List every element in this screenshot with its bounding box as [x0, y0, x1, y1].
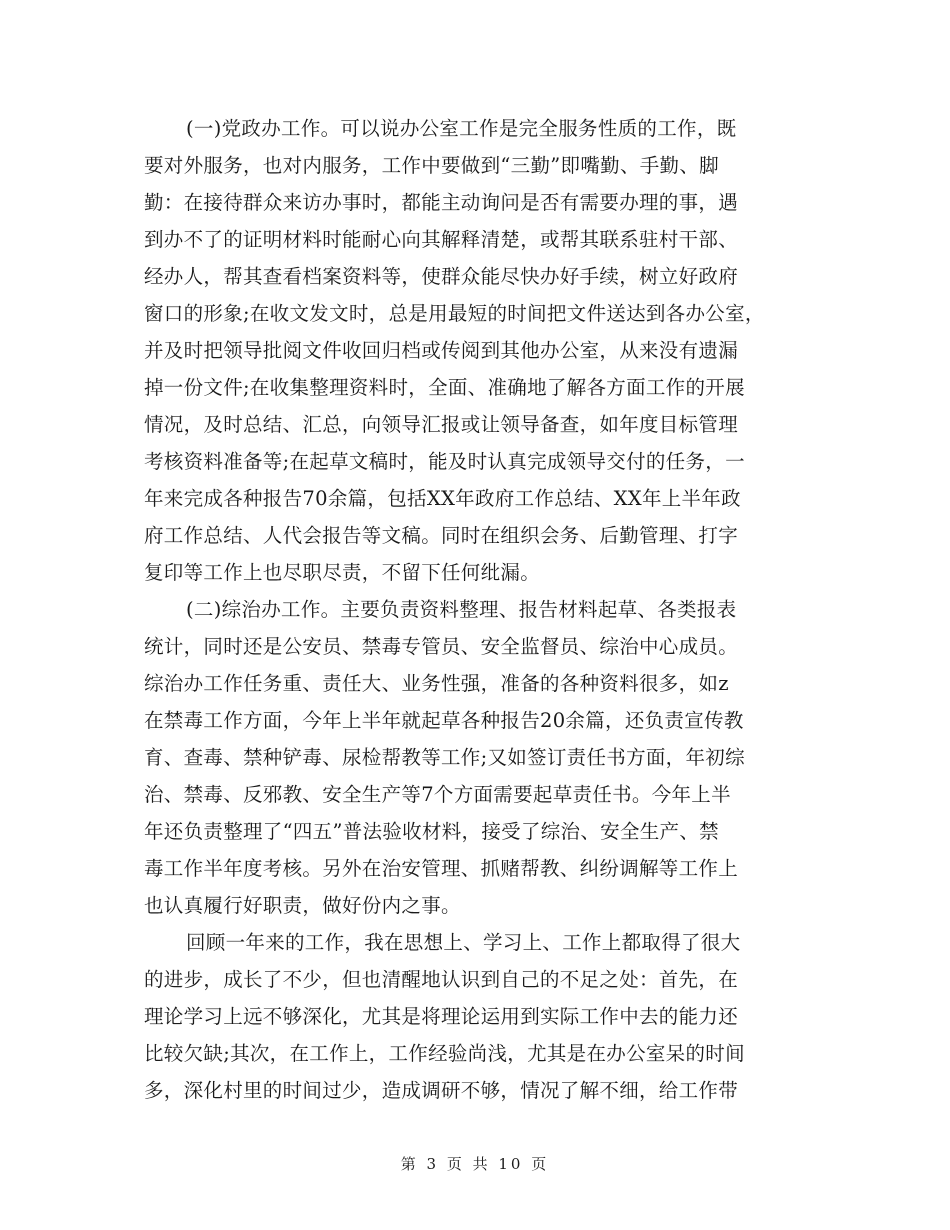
- page-number-footer: 第 3 页 共 10 页: [400, 1155, 550, 1173]
- paragraph-line: 育、查毒、禁种铲毒、尿检帮教等工作;又如签订责任书方面，年初综: [144, 746, 745, 769]
- paragraph-line: 勤：在接待群众来访办事时，都能主动询问是否有需要办理的事，遇: [144, 191, 739, 214]
- paragraph-line: 掉一份文件;在收集整理资料时，全面、准确地了解各方面工作的开展: [144, 376, 745, 399]
- paragraph-line: 的进步，成长了不少，但也清醒地认识到自己的不足之处：首先，在: [144, 968, 739, 991]
- paragraph-line: 在禁毒工作方面，今年上半年就起草各种报告20余篇，还负责宣传教: [144, 709, 744, 732]
- paragraph-line: 考核资料准备等;在起草文稿时，能及时认真完成领导交付的任务，一: [144, 450, 745, 473]
- paragraph-line: 府工作总结、人代会报告等文稿。同时在组织会务、后勤管理、打字: [144, 524, 739, 547]
- paragraph-line: 综治办工作任务重、责任大、业务性强，准备的各种资料很多，如z: [144, 672, 729, 695]
- paragraph-line: (二)综治办工作。主要负责资料整理、报告材料起草、各类报表: [186, 598, 737, 621]
- paragraph-line: 要对外服务，也对内服务，工作中要做到“三勤”即嘴勤、手勤、脚: [144, 154, 719, 177]
- body-text: [144, 110, 824, 1109]
- paragraph-line: 经办人，帮其查看档案资料等，使群众能尽快办好手续，树立好政府: [144, 265, 739, 288]
- paragraph-line: 也认真履行好职责，做好份内之事。: [144, 894, 461, 917]
- paragraph-line: 比较欠缺;其次，在工作上，工作经验尚浅，尤其是在办公室呆的时间: [144, 1042, 745, 1065]
- paragraph-line: 并及时把领导批阅文件收回归档或传阅到其他办公室，从来没有遗漏: [144, 339, 739, 362]
- paragraph-line: 窗口的形象;在收文发文时，总是用最短的时间把文件送达到各办公室，: [144, 302, 765, 325]
- paragraph-line: 复印等工作上也尽职尽责，不留下任何纰漏。: [144, 561, 541, 584]
- paragraph-line: 年还负责整理了“四五”普法验收材料，接受了综治、安全生产、禁: [144, 820, 719, 843]
- paragraph-line: (一)党政办工作。可以说办公室工作是完全服务性质的工作，既: [186, 117, 737, 140]
- paragraph-line: 年来完成各种报告70余篇，包括XX年政府工作总结、XX年上半年政: [144, 487, 741, 510]
- paragraph-line: 治、禁毒、反邪教、安全生产等7个方面需要起草责任书。今年上半: [144, 783, 731, 806]
- paragraph-line: 多，深化村里的时间过少，造成调研不够，情况了解不细，给工作带: [144, 1079, 739, 1102]
- paragraph-line: 毒工作半年度考核。另外在治安管理、抓赌帮教、纠纷调解等工作上: [144, 857, 739, 880]
- paragraph-line: 回顾一年来的工作，我在思想上、学习上、工作上都取得了很大: [186, 931, 741, 954]
- paragraph-line: 理论学习上远不够深化，尤其是将理论运用到实际工作中去的能力还: [144, 1005, 739, 1028]
- paragraph-line: 统计，同时还是公安员、禁毒专管员、安全监督员、综治中心成员。: [144, 635, 739, 658]
- paragraph-line: 到办不了的证明材料时能耐心向其解释清楚，或帮其联系驻村干部、: [144, 228, 739, 251]
- paragraph-line: 情况，及时总结、汇总，向领导汇报或让领导备查，如年度目标管理: [144, 413, 739, 436]
